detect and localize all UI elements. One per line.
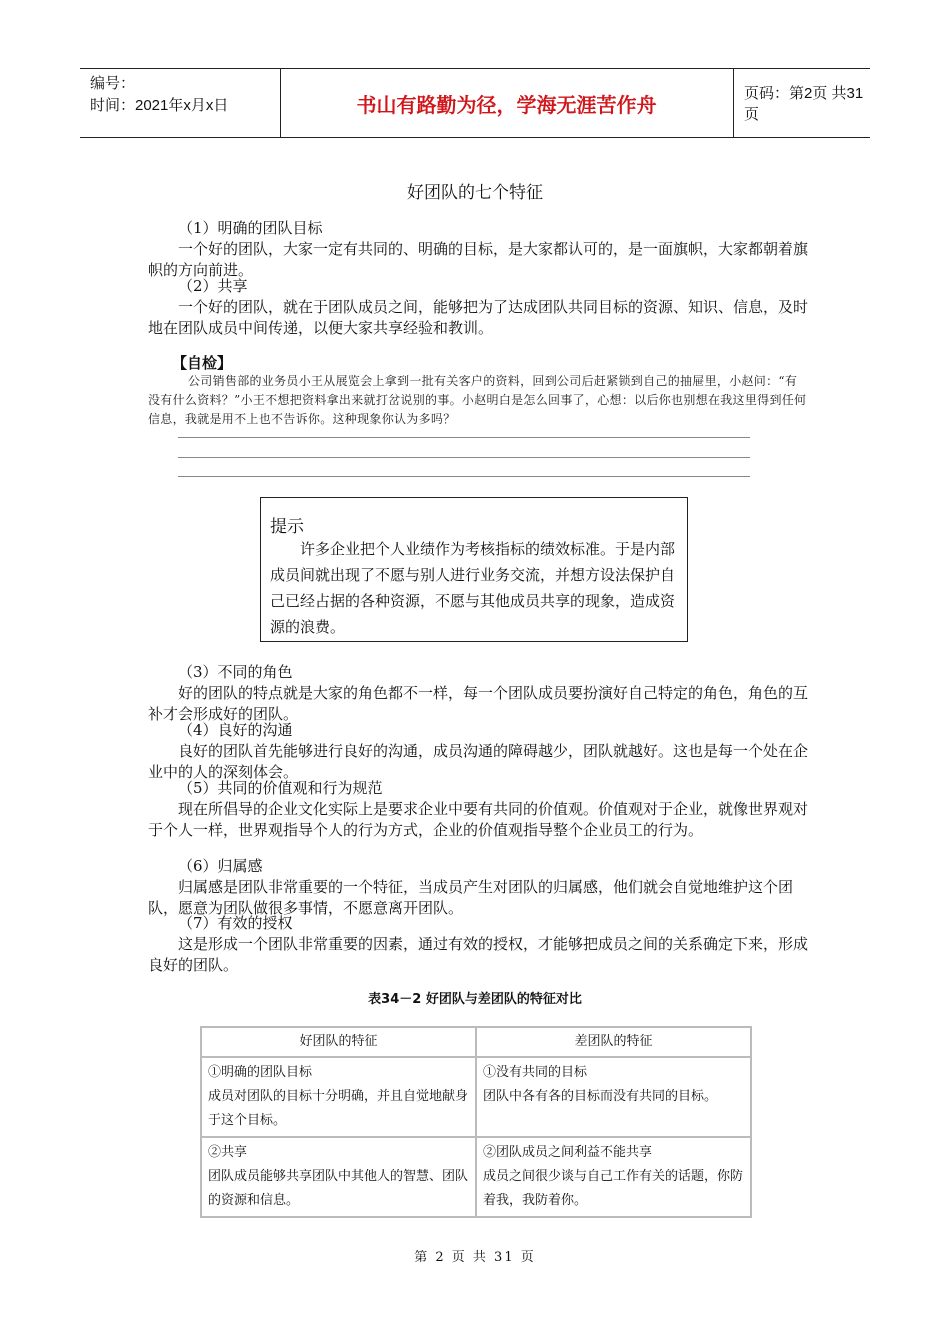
- self-check-text: 公司销售部的业务员小王从展览会上拿到一批有关客户的资料，回到公司后赶紧锁到自己的抽屉里，小赵问：“有没有什么资料？”小王不想把资料拿出来就打岔说别的事。小赵明白是怎么回事了，心想：以后你也别想在我这里得到任何信息，我就是用不上也不告诉你。这种现象你认为多吗？: [148, 374, 807, 426]
- answer-line: [178, 476, 750, 477]
- table-row: [201, 1137, 751, 1217]
- cell-title: ②共享: [208, 1145, 248, 1160]
- self-check-heading: 【自检】: [172, 354, 233, 372]
- cell-text: 成员对团队的目标十分明确，并且自觉地献身于这个目标。: [208, 1089, 469, 1128]
- section-text: 这是形成一个团队非常重要的因素，通过有效的授权，才能够把成员之间的关系确定下来，形成良好的团队。: [148, 935, 809, 974]
- tip-text: 许多企业把个人业绩作为考核指标的绩效标准。于是内部成员间就出现了不愿与别人进行业务交流，并想方设法保护自己已经占据的各种资源，不愿与其他成员共享的现象，造成资源的浪费。: [270, 540, 676, 636]
- cell-title: ②团队成员之间利益不能共享: [483, 1145, 653, 1160]
- page-header: [80, 68, 870, 138]
- table-header-row: [201, 1027, 751, 1057]
- section-heading: （1）明确的团队目标: [178, 219, 323, 237]
- section-heading: （6）归属感: [178, 857, 263, 875]
- section-heading: （4）良好的沟通: [178, 721, 293, 739]
- table-cell: [476, 1057, 751, 1137]
- answer-line: [178, 457, 750, 458]
- table-cell: [201, 1057, 476, 1137]
- section-heading: （5）共同的价值观和行为规范: [178, 779, 383, 797]
- table-header-cell: 差团队的特征: [476, 1027, 751, 1057]
- cell-text: 团队中各有各的目标而没有共同的目标。: [483, 1089, 718, 1104]
- section-heading: （3）不同的角色: [178, 663, 293, 681]
- cell-text: 成员之间很少谈与自己工作有关的话题，你防着我，我防着你。: [483, 1169, 744, 1208]
- document-title: 好团队的七个特征: [407, 183, 543, 203]
- tip-box: [260, 497, 688, 642]
- cell-title: ①明确的团队目标: [208, 1065, 313, 1080]
- comparison-table: [200, 1026, 752, 1218]
- section-text: 一个好的团队，就在于团队成员之间，能够把为了达成团队共同目标的资源、知识、信息，及时地在团队成员中间传递，以便大家共享经验和教训。: [148, 298, 809, 337]
- cell-title: ①没有共同的目标: [483, 1065, 588, 1080]
- header-divider: [733, 69, 734, 137]
- time-label: 时间：2021年x月x日: [90, 97, 229, 114]
- header-meta: [90, 73, 228, 117]
- table-cell: [476, 1137, 751, 1217]
- table-cell: [201, 1137, 476, 1217]
- table-row: [201, 1057, 751, 1137]
- header-motto: 书山有路勤为径，学海无涯苦作舟: [356, 92, 657, 117]
- table-header-cell: 好团队的特征: [201, 1027, 476, 1057]
- section-text: 好的团队的特点就是大家的角色都不一样，每一个团队成员要扮演好自己特定的角色，角色的互补才会形成好的团队。: [148, 684, 809, 723]
- section-text: 一个好的团队，大家一定有共同的、明确的目标，是大家都认可的，是一面旗帜，大家都朝着旗帜的方向前进。: [148, 240, 809, 279]
- section-heading: （2）共享: [178, 277, 248, 295]
- section-text: 现在所倡导的企业文化实际上是要求企业中要有共同的价值观。价值观对于企业，就像世界观对于个人一样，世界观指导个人的行为方式，企业的价值观指导整个企业员工的行为。: [148, 800, 809, 839]
- code-label: 编号：: [90, 75, 136, 92]
- answer-line: [178, 437, 750, 438]
- section-heading: （7）有效的授权: [178, 914, 293, 932]
- section-text: 良好的团队首先能够进行良好的沟通，成员沟通的障碍越少，团队就越好。这也是每一个处在企业中的人的深刻体会。: [148, 742, 809, 781]
- page-footer: 第 2 页 共 31 页: [414, 1250, 536, 1265]
- section-text: 归属感是团队非常重要的一个特征，当成员产生对团队的归属感，他们就会自觉地维护这个团队，愿意为团队做很多事情，不愿意离开团队。: [148, 878, 794, 917]
- tip-title: 提示: [270, 517, 304, 537]
- cell-text: 团队成员能够共享团队中其他人的智慧、团队的资源和信息。: [208, 1169, 469, 1208]
- header-page-number: 页码：第2页 共31页: [744, 85, 864, 123]
- table-caption: 表34－2 好团队与差团队的特征对比: [368, 992, 582, 1007]
